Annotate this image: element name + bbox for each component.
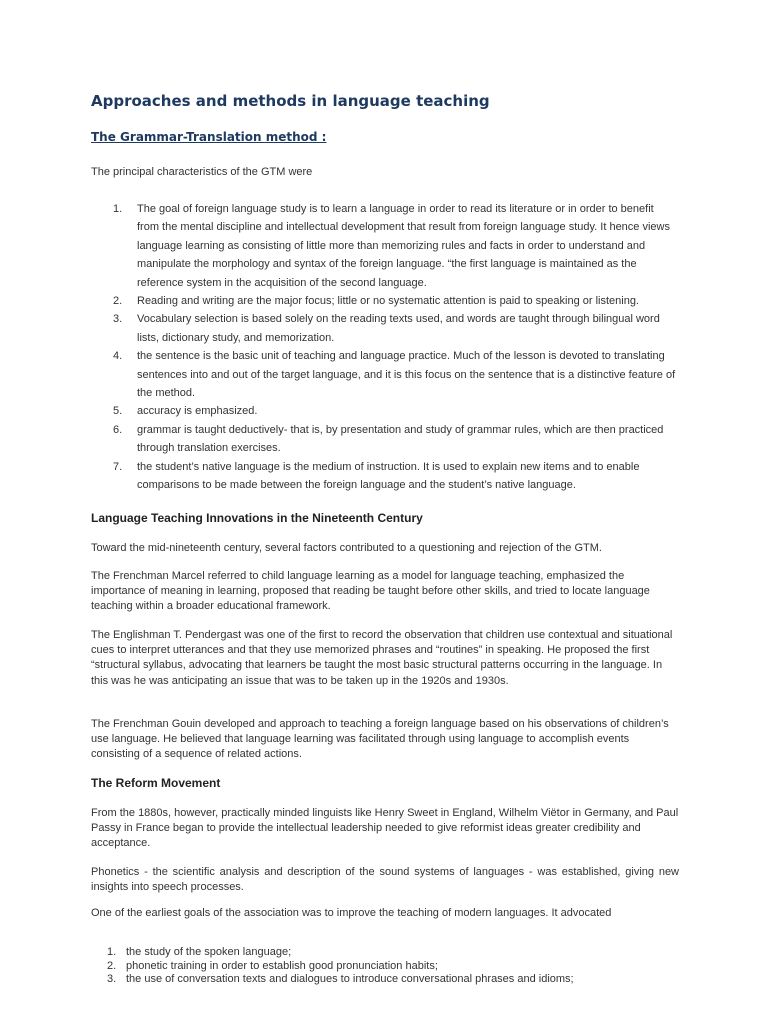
gtm-heading: The Grammar-Translation method : — [91, 130, 327, 144]
reform-goals-list — [91, 946, 679, 987]
list-text: Vocabulary selection is based solely on the reading texts used, and words are taught through bilingual word lists, dictionary study, and memorization. — [137, 313, 660, 344]
list-text: the study of the spoken language; — [126, 946, 292, 958]
list-number: 3. — [107, 973, 117, 985]
list-text: the student’s native language is the medium of instruction. It is used to explain new items and to enable comparisons to be made between the foreign language and the student’s native language. — [137, 460, 640, 492]
reform-paragraph-3: One of the earliest goals of the association was to improve the teaching of modern languages. It advocated — [91, 907, 612, 919]
reform-paragraph-2: Phonetics - the scientific analysis and description of the sound systems of languages - was established, giving new insights into speech processes. — [91, 866, 679, 894]
list-item — [91, 458, 677, 495]
list-text: phonetic training in order to establish good pronunciation habits; — [126, 959, 438, 972]
list-text: the use of conversation texts and dialogues to introduce conversational phrases and idioms; — [126, 973, 574, 985]
innovations-paragraph-1: Toward the mid-nineteenth century, several factors contributed to a questioning and rejection of the GTM. — [91, 542, 602, 554]
list-item — [91, 310, 677, 347]
list-item — [91, 402, 677, 420]
list-number: 5. — [113, 405, 123, 418]
reform-paragraph-1: From the 1880s, however, practically minded linguists like Henry Sweet in England, Wilhelm Viëtor in Germany, and Paul Passy in France began to provide the intellectual leadership needed to give reformist ideas greater credibility and acceptance. — [91, 807, 679, 850]
list-number: 4. — [113, 350, 123, 363]
list-number: 2. — [113, 295, 123, 308]
list-number: 7. — [113, 460, 123, 473]
list-text: The goal of foreign language study is to learn a language in order to read its literature or in order to benefit from the mental discipline and intellectual development that result from foreign language study. It hence views language learning as consisting of little more than memorizing rules and facts in order to understand and manipulate the morphology and syntax of the foreign language. “the first language is maintained as the reference system in the acquisition of the second language. — [137, 203, 670, 289]
list-item — [91, 946, 679, 960]
list-number: 1. — [107, 946, 117, 958]
innovations-paragraph-4: The Frenchman Gouin developed and approach to teaching a foreign language based on his observations of children’s use language. He believed that language learning was facilitated through using language to accomplish events consisting of a sequence of related actions. — [91, 718, 669, 761]
innovations-heading: Language Teaching Innovations in the Nineteenth Century — [91, 511, 423, 525]
list-number: 3. — [113, 313, 123, 326]
reform-heading: The Reform Movement — [91, 776, 221, 790]
list-number: 6. — [113, 423, 123, 436]
list-item — [91, 973, 679, 987]
list-item — [91, 421, 677, 458]
list-item — [91, 200, 677, 292]
list-text: grammar is taught deductively- that is, by presentation and study of grammar rules, which are then practiced through translation exercises. — [137, 423, 664, 455]
innovations-paragraph-2: The Frenchman Marcel referred to child language learning as a model for language teaching, emphasized the importance of meaning in learning, proposed that reading be taught before other skills, and tried to locate language teaching within a broader educational framework. — [91, 570, 650, 613]
list-item — [91, 347, 677, 402]
list-text: accuracy is emphasized. — [137, 405, 258, 418]
innovations-paragraph-3: The Englishman T. Pendergast was one of the first to record the observation that children use contextual and situational cues to interpret utterances and that they use memorized phrases and “routines” in speaking. He proposed the first “structural syllabus, advocating that learners be taught the most basic structural patterns occurring in the language. In this was he was anticipating an issue that was to be taken up in the 1920s and 1930s. — [91, 629, 673, 687]
list-number: 2. — [107, 959, 117, 972]
gtm-characteristics-list — [91, 200, 677, 495]
list-text: Reading and writing are the major focus; little or no systematic attention is paid to speaking or listening. — [137, 295, 639, 308]
list-text: the sentence is the basic unit of teaching and language practice. Much of the lesson is devoted to translating sentences into and out of the target language, and it is this focus on the sentence that is a distinctive feature of the method. — [137, 350, 676, 400]
list-number: 1. — [113, 203, 123, 215]
gtm-intro: The principal characteristics of the GTM were — [91, 166, 313, 178]
list-item — [91, 292, 677, 310]
list-item — [91, 960, 679, 974]
document-title: Approaches and methods in language teaching — [91, 92, 490, 110]
